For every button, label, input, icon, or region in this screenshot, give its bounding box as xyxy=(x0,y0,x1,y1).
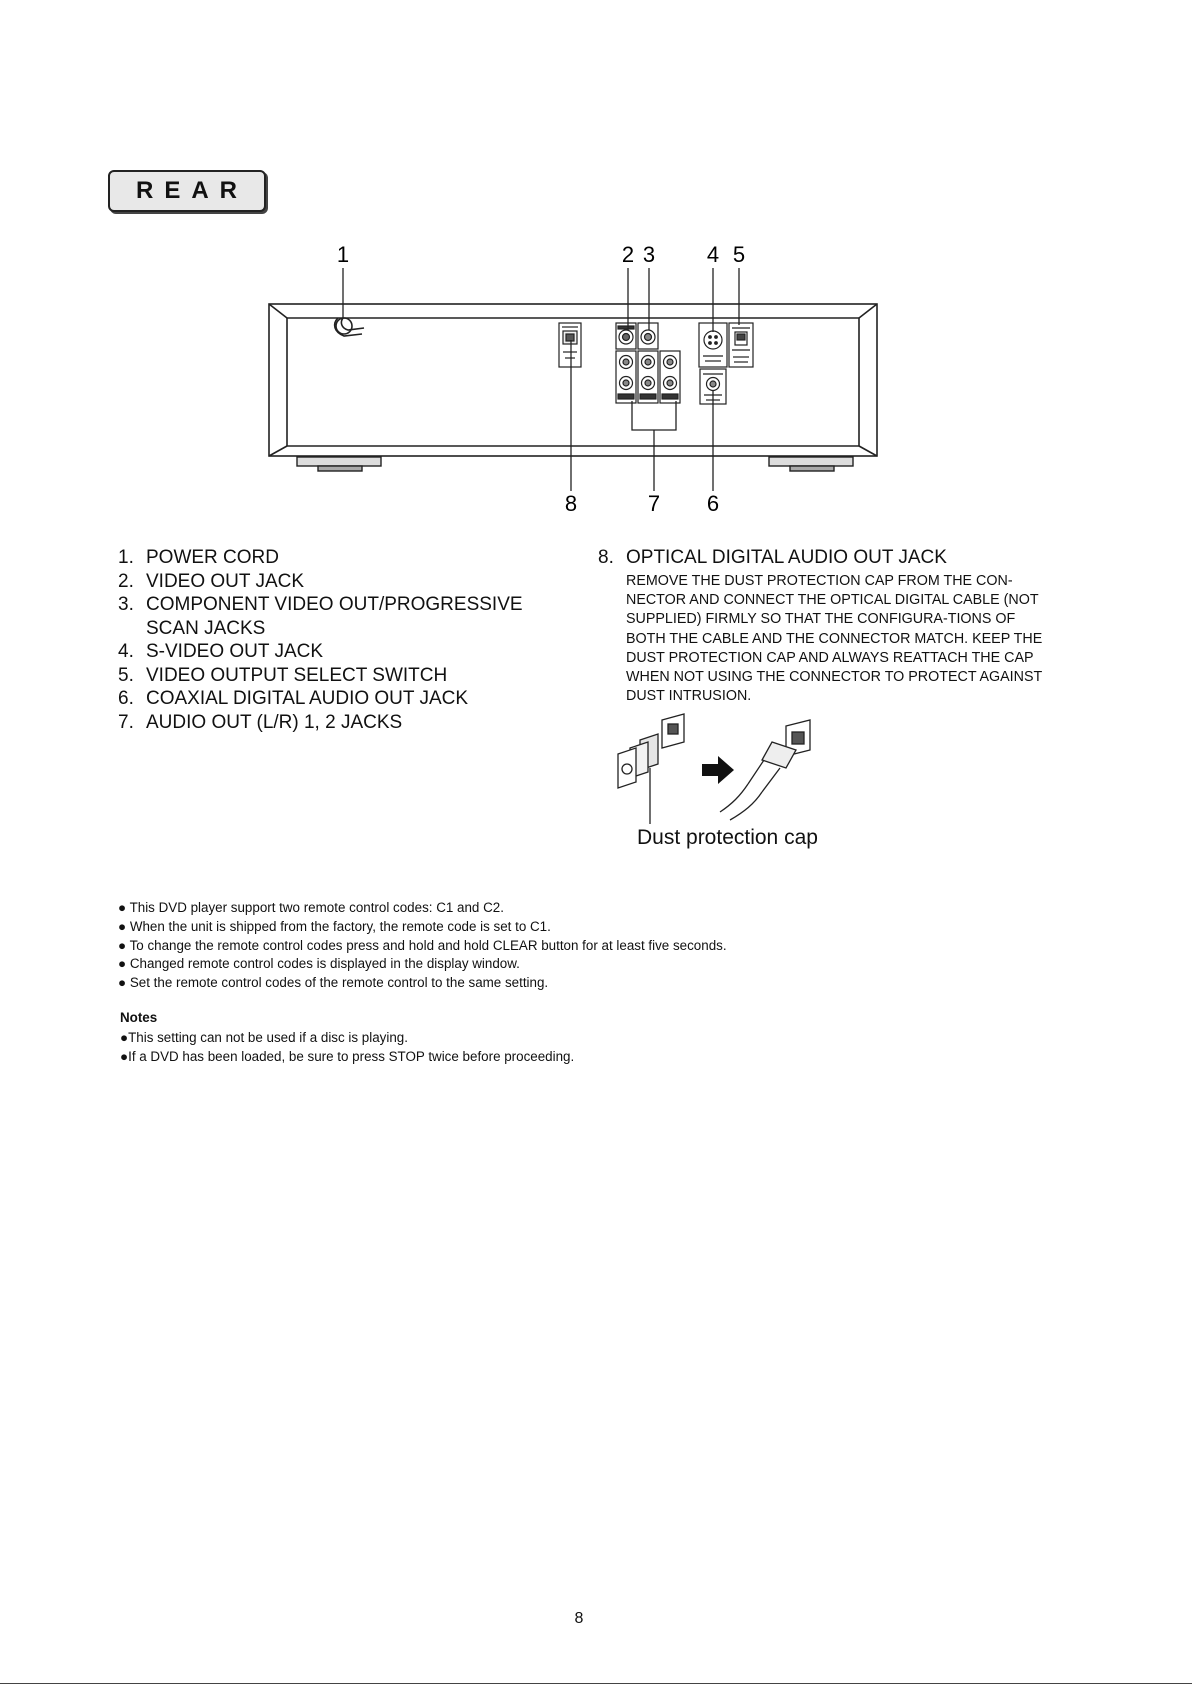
section-tab-label: REAR xyxy=(135,177,248,204)
list-item: 4. S-VIDEO OUT JACK xyxy=(118,641,324,662)
notes-heading: Notes xyxy=(120,1010,158,1025)
bullet-item: ● To change the remote control codes press and hold and hold CLEAR button for at least five seconds. xyxy=(118,937,727,953)
remote-code-bullets xyxy=(118,899,1118,993)
page-number: 8 xyxy=(574,1610,584,1627)
feet xyxy=(297,457,853,471)
power-cord xyxy=(335,318,364,336)
callout-4: 4 xyxy=(706,242,720,267)
optical-item xyxy=(598,546,1058,570)
list-item: 2. VIDEO OUT JACK xyxy=(118,570,305,592)
rca-jack-panel xyxy=(616,323,680,403)
note-item: ●This setting can not be used if a disc is playing. xyxy=(120,1030,408,1045)
callout-8: 8 xyxy=(564,491,578,516)
video-output-select-switch xyxy=(729,323,753,367)
callout-1: 1 xyxy=(336,242,350,267)
callout-2: 2 xyxy=(621,242,635,267)
optical-jack xyxy=(559,323,581,367)
dust-cap-illustration xyxy=(610,712,850,832)
rear-panel-diagram xyxy=(0,0,1192,530)
bullet-item: ● Changed remote control codes is displayed in the display window. xyxy=(118,956,520,972)
list-item: 1. POWER CORD xyxy=(118,547,279,568)
list-item: 5. VIDEO OUTPUT SELECT SWITCH xyxy=(118,664,448,686)
optical-item-description: REMOVE THE DUST PROTECTION CAP FROM THE CON-NECTOR AND CONNECT THE OPTICAL DIGITAL CABLE (NOT SUPPLIED) FIRMLY SO THAT THE CONFIGURA-TIONS OF BOTH THE CABLE AND THE CONNECTOR MATCH. KEEP THE DUST PROTECTION CAP AND ALWAYS REATTACH THE CAP WHEN NOT USING THE CONNECTOR TO PROTECT AGAINST DUST INTRUSION. xyxy=(626,573,1043,705)
list-item: 6. COAXIAL DIGITAL AUDIO OUT JACK xyxy=(118,688,469,709)
dust-cap-label: Dust protection cap xyxy=(637,826,818,849)
callout-5: 5 xyxy=(732,242,746,267)
rear-parts-list xyxy=(118,546,568,734)
arrow-right-icon xyxy=(702,756,734,784)
bullet-item: ● This DVD player support two remote control codes: C1 and C2. xyxy=(118,900,504,915)
list-item: 8. OPTICAL DIGITAL AUDIO OUT JACK xyxy=(598,547,947,568)
callout-6: 6 xyxy=(706,491,720,516)
callout-7: 7 xyxy=(647,491,661,516)
list-item: 3. COMPONENT VIDEO OUT/PROGRESSIVE SCAN JACKS xyxy=(118,594,523,639)
callout-3: 3 xyxy=(642,242,656,267)
notes-list xyxy=(120,1028,574,1066)
note-item: ●If a DVD has been loaded, be sure to press STOP twice before proceeding. xyxy=(120,1049,575,1064)
page-bottom-rule xyxy=(0,1683,1192,1684)
bullet-item: ● Set the remote control codes of the remote control to the same setting. xyxy=(118,975,549,991)
list-item: 7. AUDIO OUT (L/R) 1, 2 JACKS xyxy=(118,711,403,733)
bullet-item: ● When the unit is shipped from the factory, the remote code is set to C1. xyxy=(118,918,551,934)
